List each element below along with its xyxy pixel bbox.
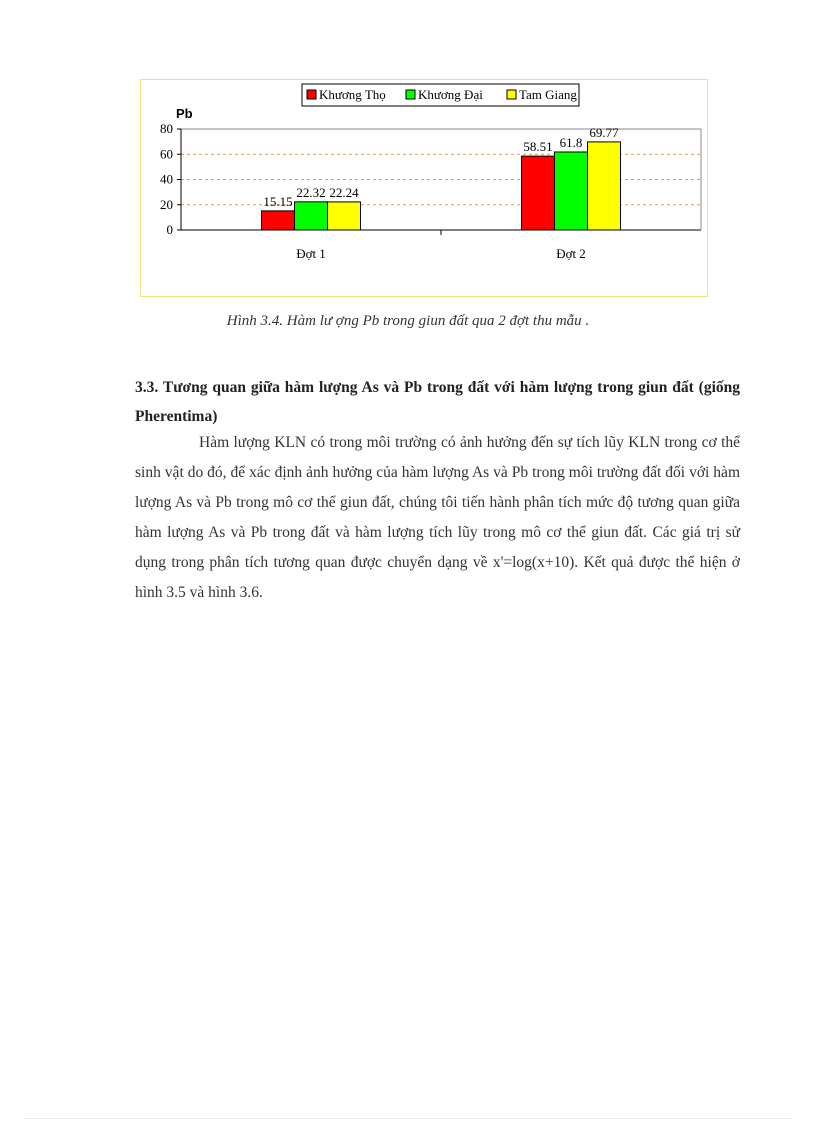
bar	[295, 202, 328, 230]
bar	[555, 152, 588, 230]
y-axis-label: Pb	[176, 106, 193, 121]
legend-swatch	[307, 90, 316, 99]
y-tick-label: 20	[160, 196, 173, 212]
data-label: 22.32	[296, 184, 326, 200]
x-category-label: Đợt 2	[556, 246, 586, 261]
legend-label: Khương Thọ	[319, 87, 386, 102]
y-tick-label: 0	[166, 222, 173, 237]
data-label: 58.51	[523, 139, 553, 155]
bar	[328, 202, 361, 230]
section-heading: 3.3. Tương quan giữa hàm lượng As và Pb trong đất với hàm lượng trong giun đất (giống Pherentima)	[135, 379, 740, 425]
legend-swatch	[406, 90, 415, 99]
pb-bar-chart	[141, 80, 709, 298]
y-tick-label: 40	[160, 171, 173, 187]
page-footer-divider	[25, 1118, 791, 1119]
x-category-label: Đợt 1	[296, 246, 326, 261]
bar	[522, 156, 555, 230]
data-label: 61.8	[559, 134, 583, 150]
legend-label: Tam Giang	[519, 87, 577, 102]
data-label: 69.77	[589, 124, 619, 140]
y-tick-label: 60	[160, 146, 173, 162]
figure-caption: Hình 3.4. Hàm lư ợng Pb trong giun đất qua 2 đợt thu mẫu .	[226, 313, 590, 329]
legend-label: Khương Đại	[418, 87, 483, 102]
data-label: 15.15	[263, 193, 293, 209]
legend-swatch	[507, 90, 516, 99]
bar	[262, 211, 295, 230]
body-paragraph: Hàm lượng KLN có trong môi trường có ảnh hưởng đến sự tích lũy KLN trong cơ thể sinh vật do đó, để xác định ảnh hưởng của hàm lượng As và Pb trong môi trường đất đối với hàm lượng As và Pb trong mô cơ thể giun đất, chúng tôi tiến hành phân tích mức độ tương quan giữa hàm lượng As và Pb trong đất và hàm lượng tích lũy trong mô cơ thể giun đất. Các giá trị sử dụng trong phân tích tương quan được chuyển dạng về x'=log(x+10). Kết quả được thể hiện ở hình 3.5 và hình 3.6.	[135, 434, 740, 601]
chart-legend	[302, 84, 579, 106]
chart-frame	[140, 79, 708, 297]
bar	[588, 142, 621, 230]
data-label: 22.24	[329, 184, 359, 200]
y-tick-label: 80	[160, 121, 173, 136]
